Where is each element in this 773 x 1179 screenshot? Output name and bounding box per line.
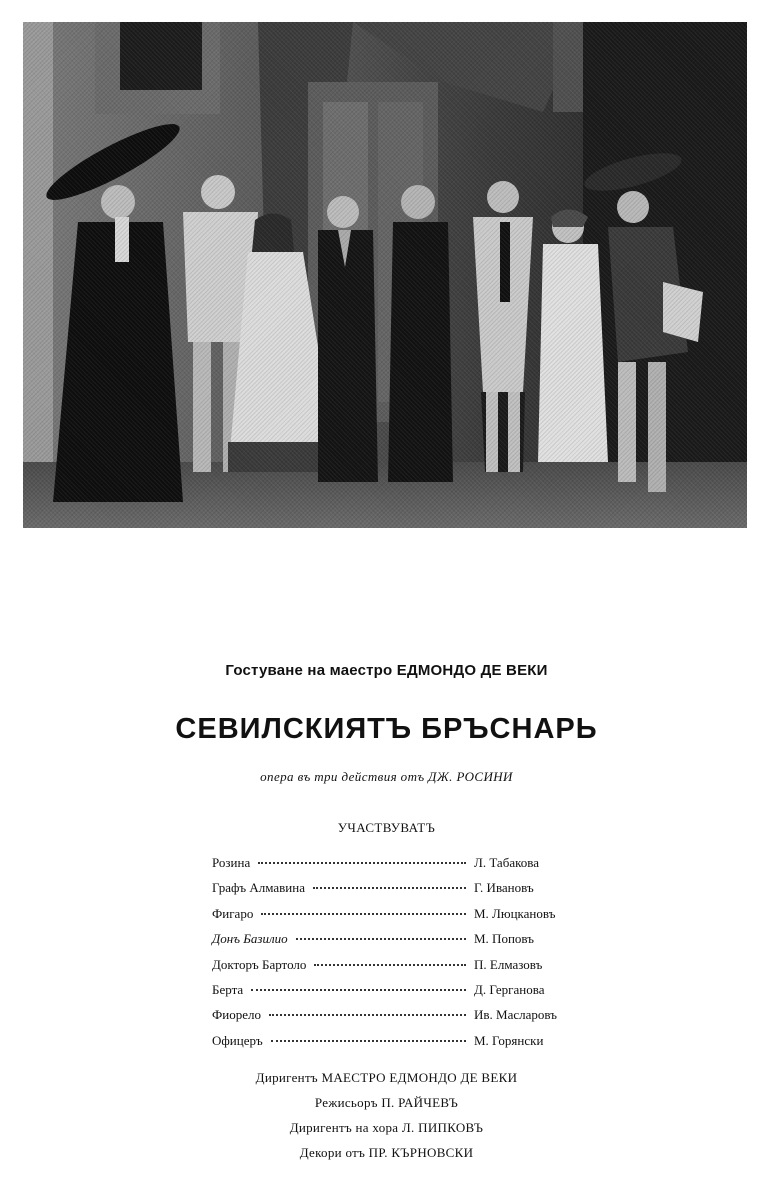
dot-leader [296,938,466,940]
cast-role: Фигаро [212,905,254,921]
dot-leader [261,913,466,915]
cast-actor: М. Люцкановъ [474,905,556,921]
dot-leader [251,989,466,991]
credit-sets: Декори отъ ПР. КЪРНОВСКИ [299,1145,474,1160]
opera-subtitle: опера въ три действия отъ ДЖ. РОСИНИ [260,769,513,784]
cast-list [212,855,582,1058]
cast-role: Офицеръ [212,1032,263,1048]
cast-heading: УЧАСТВУВАТЪ [337,820,436,835]
cast-row [212,982,582,1007]
credit-conductor: Диригентъ МАЕСТРО ЕДМОНДО ДЕ ВЕКИ [255,1070,518,1085]
cast-row [212,906,582,931]
cast-actor: Л. Табакова [474,855,539,870]
cast-actor: М. Поповъ [474,931,534,947]
credit-chorus-master: Диригентъ на хора Л. ПИПКОВЪ [289,1120,484,1135]
opera-title: СЕВИЛСКИЯТЪ БРЪСНАРЬ [175,713,598,745]
cast-role: Графъ Алмавина [212,880,305,896]
cast-role: Берта [212,981,244,997]
cast-row [212,957,582,982]
cast-role: Донъ Базилио [212,931,288,947]
guest-performance-line: Гостуване на маестро ЕДМОНДО ДЕ ВЕКИ [225,662,548,679]
dot-leader [269,1014,466,1016]
cast-actor: Ив. Масларовъ [474,1007,557,1023]
cast-row [212,931,582,956]
dot-leader [258,862,466,864]
cast-actor: Г. Ивановъ [474,880,534,896]
cast-row [212,855,582,880]
dot-leader [313,887,466,889]
stage-photo [23,22,747,528]
production-credits [0,1068,773,1168]
cast-role: Розина [212,855,251,870]
cast-actor: П. Елмазовъ [474,956,543,972]
cast-role: Докторъ Бартоло [212,956,307,972]
dot-leader [314,964,466,966]
dot-leader [271,1040,466,1042]
cast-actor: Д. Герганова [474,981,545,997]
cast-actor: М. Горянски [474,1032,544,1048]
cast-row [212,1033,582,1058]
cast-row [212,1007,582,1032]
stage-photo-illustration [23,22,747,528]
credit-director: Режисьоръ П. РАЙЧЕВЪ [314,1095,459,1110]
cast-row [212,880,582,905]
cast-role: Фиорело [212,1007,261,1023]
